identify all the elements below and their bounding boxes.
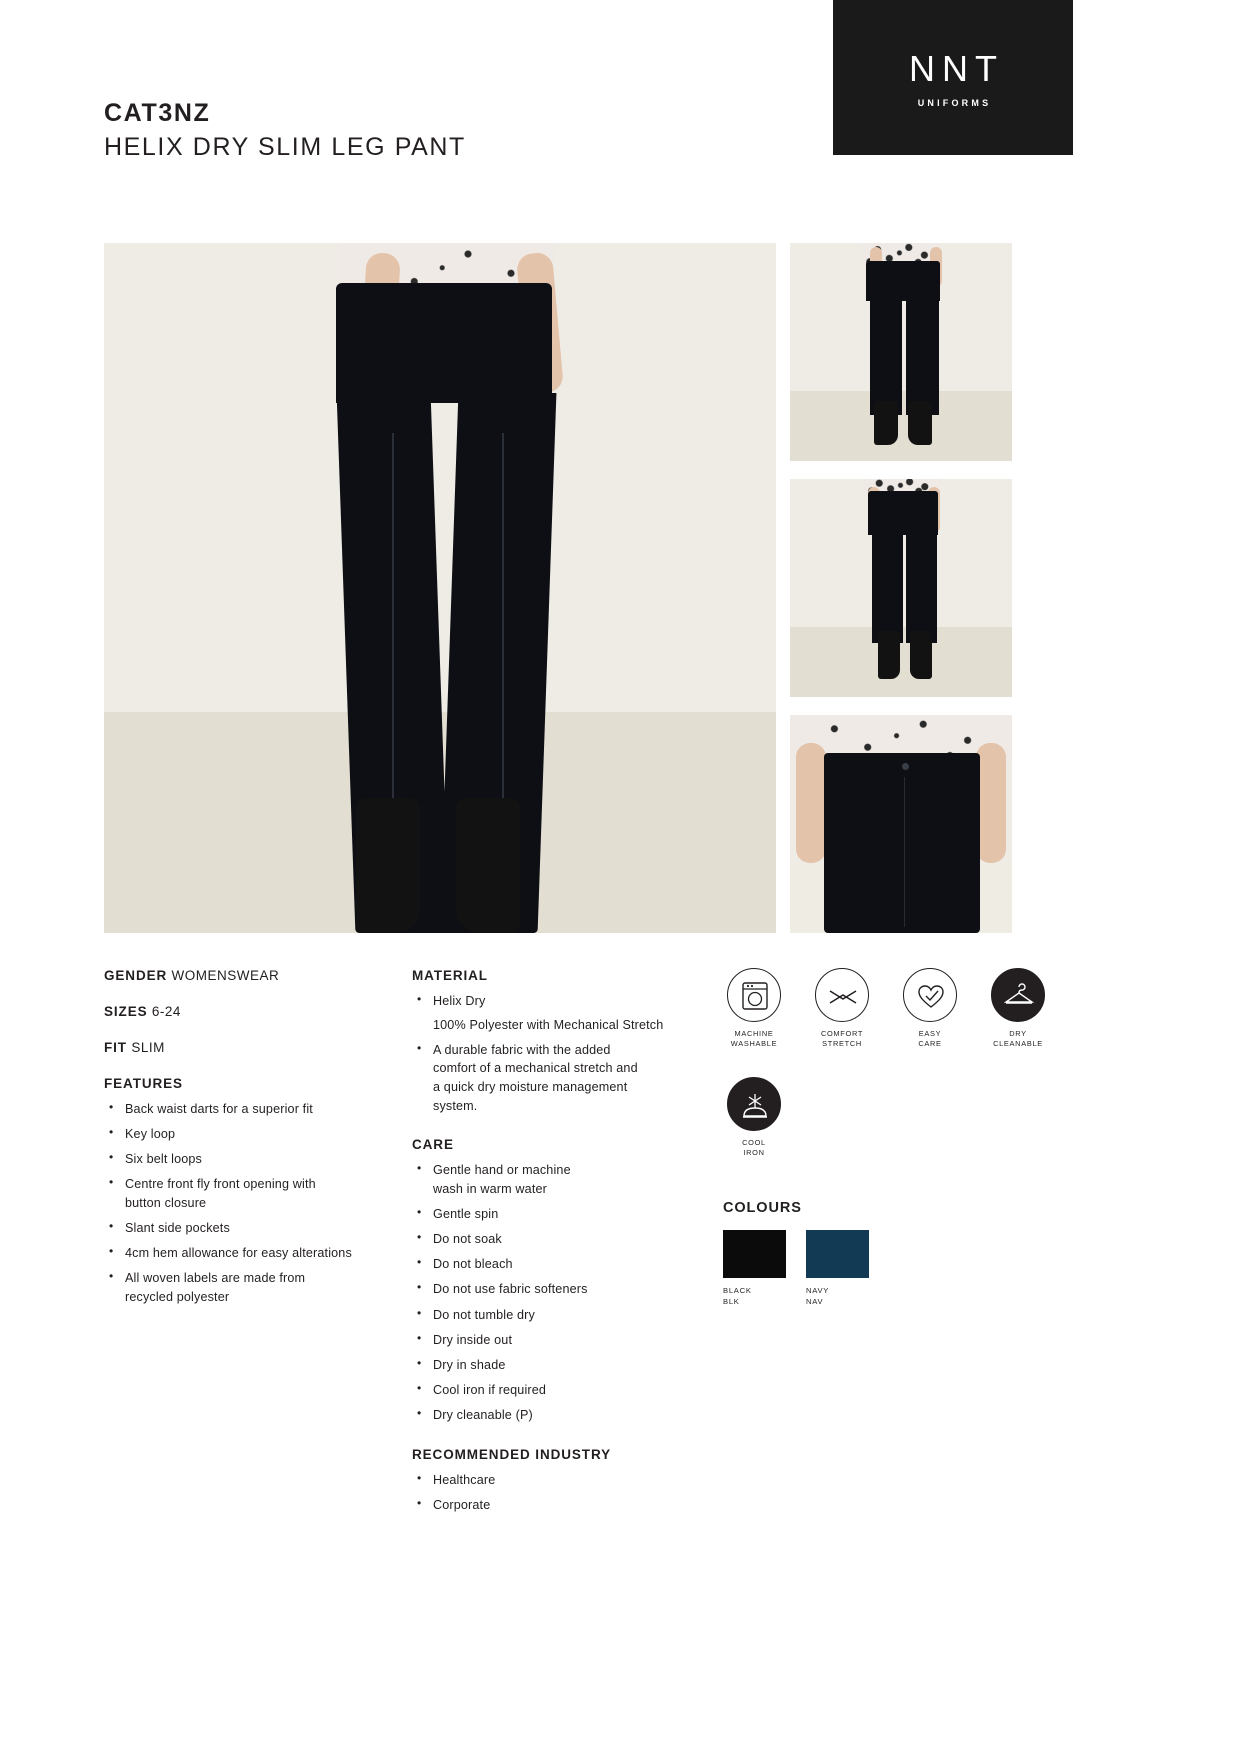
- colour-swatch-black[interactable]: [723, 1230, 786, 1308]
- swatch-chip[interactable]: [723, 1230, 786, 1278]
- list-item: • All woven labels are made from recycled polyester: [104, 1269, 319, 1306]
- care-list: [412, 1161, 702, 1424]
- spec-gender-value: WOMENSWEAR: [171, 968, 280, 983]
- spec-gender-label: GENDER: [104, 968, 168, 983]
- list-item: • Centre front fly front opening with button closure: [104, 1175, 344, 1212]
- care-icon-label-line1: EASY: [918, 1029, 942, 1038]
- colour-swatch-navy[interactable]: [806, 1230, 869, 1308]
- care-icon-label-line2: CARE: [918, 1038, 942, 1048]
- features-heading: FEATURES: [104, 1076, 183, 1091]
- brand-name: NNT: [909, 47, 1004, 89]
- thumbnail-waistband-detail: [790, 715, 1012, 933]
- spec-sizes: [104, 1004, 394, 1019]
- easy-care-icon: [903, 968, 957, 1022]
- care-icon-label-line1: MACHINE: [734, 1029, 774, 1038]
- list-item: • Do not bleach: [412, 1255, 702, 1274]
- list-item: • Gentle spin: [412, 1205, 702, 1224]
- list-item: • Cool iron if required: [412, 1381, 702, 1400]
- care-icon-label-line1: COOL: [742, 1137, 766, 1147]
- spec-sizes-value: 6-24: [151, 1004, 181, 1019]
- list-item: • Healthcare: [412, 1471, 702, 1490]
- care-icon-label-line2: IRON: [743, 1147, 765, 1157]
- swatch-name: NAVY: [806, 1286, 830, 1295]
- spec-sizes-label: SIZES: [104, 1004, 148, 1019]
- spec-fit-value: SLIM: [131, 1040, 165, 1055]
- industry-list: [412, 1471, 702, 1515]
- swatch-chip[interactable]: [806, 1230, 869, 1278]
- list-item: • Dry cleanable (P): [412, 1406, 702, 1425]
- list-item: • Dry inside out: [412, 1331, 702, 1350]
- washing-machine-icon: [727, 968, 781, 1022]
- care-heading: CARE: [412, 1137, 454, 1153]
- spec-gender: [104, 968, 394, 983]
- list-item: • A durable fabric with the added comfort of a mechanical stretch and a quick dry moisture management system.: [412, 1041, 647, 1116]
- specs-column: [104, 968, 394, 1329]
- product-code: CAT3NZ: [104, 99, 211, 127]
- list-item: [412, 992, 702, 1034]
- brand-logo: [833, 0, 1073, 155]
- comfort-stretch-icon: [815, 968, 869, 1022]
- material-item-name: Helix Dry: [433, 994, 486, 1008]
- swatch-code: BLK: [723, 1297, 740, 1307]
- page-title: [104, 98, 466, 163]
- list-item: • Slant side pockets: [104, 1219, 394, 1238]
- list-item: • Do not tumble dry: [412, 1306, 702, 1325]
- care-icon-dry-cleanable: [987, 968, 1049, 1049]
- list-item: • Key loop: [104, 1125, 394, 1144]
- material-item-detail: 100% Polyester with Mechanical Stretch: [433, 1017, 664, 1032]
- cool-iron-icon: [727, 1077, 781, 1131]
- material-care-column: [412, 968, 702, 1536]
- thumbnail-front-angle: [790, 243, 1012, 461]
- care-icon-label-line1: DRY: [1009, 1029, 1027, 1038]
- care-icon-machine-washable: [723, 968, 785, 1049]
- hero-product-image: [104, 243, 776, 933]
- care-icon-label-line2: STRETCH: [822, 1038, 862, 1048]
- brand-tagline: UNIFORMS: [917, 97, 992, 108]
- spec-fit: [104, 1040, 394, 1055]
- care-icon-comfort-stretch: [811, 968, 873, 1049]
- material-list: [412, 992, 702, 1115]
- care-icon-label-line2: CLEANABLE: [993, 1038, 1043, 1048]
- swatch-code: NAV: [806, 1297, 824, 1307]
- list-item: • Do not use fabric softeners: [412, 1280, 702, 1299]
- list-item: • Gentle hand or machine wash in warm water: [412, 1161, 602, 1198]
- list-item: • Back waist darts for a superior fit: [104, 1100, 394, 1119]
- industry-heading: RECOMMENDED INDUSTRY: [412, 1446, 612, 1462]
- list-item: • Corporate: [412, 1496, 702, 1515]
- list-item: • Six belt loops: [104, 1150, 394, 1169]
- list-item: • Do not soak: [412, 1230, 702, 1249]
- care-icon-label-line2: WASHABLE: [730, 1038, 778, 1048]
- colour-swatch-list: [723, 1230, 1023, 1308]
- swatch-name: BLACK: [723, 1286, 752, 1295]
- care-icon-cool-iron: [723, 1077, 785, 1158]
- list-item: • Dry in shade: [412, 1356, 702, 1375]
- colours-section: [723, 1200, 1023, 1308]
- care-icons-group: [723, 968, 1133, 1158]
- spec-fit-label: FIT: [104, 1040, 127, 1055]
- thumbnail-back-view: [790, 479, 1012, 697]
- care-icon-easy-care: [899, 968, 961, 1049]
- material-heading: MATERIAL: [412, 968, 488, 983]
- features-list: [104, 1100, 394, 1307]
- colours-heading: COLOURS: [723, 1200, 802, 1216]
- dry-cleanable-icon: [991, 968, 1045, 1022]
- care-icon-label-line1: COMFORT: [820, 1029, 864, 1038]
- product-name: HELIX DRY SLIM LEG PANT: [104, 133, 466, 161]
- list-item: • 4cm hem allowance for easy alterations: [104, 1244, 394, 1263]
